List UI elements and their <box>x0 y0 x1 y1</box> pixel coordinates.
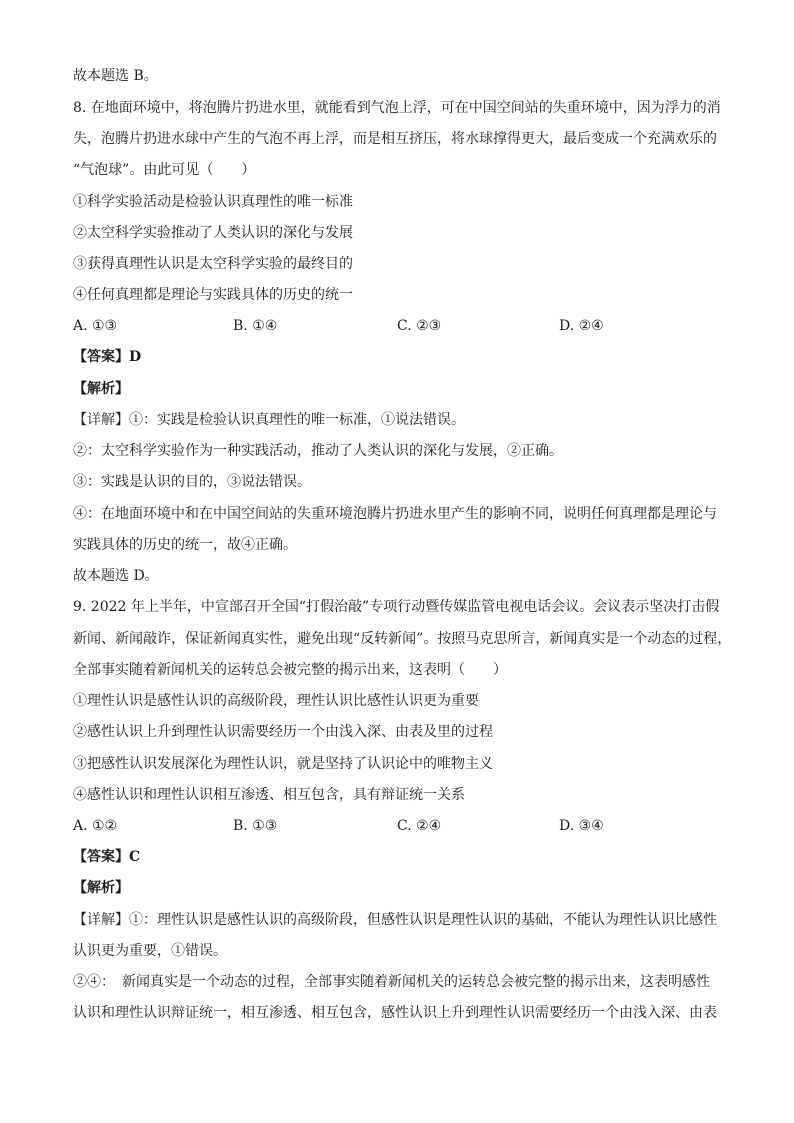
q8-option-c: C. ②③ <box>397 318 442 334</box>
q9-explanation-2: 认识更为重要，①错误。 <box>73 943 227 959</box>
q8-statement-1: ①科学实验活动是检验认识真理性的唯一标准 <box>73 194 353 210</box>
q9-stem-line-2: 新闻、新闻敲诈，保证新闻真实性，避免出现“反转新闻”。按照马克思所言，新闻真实是一个动态的过程， <box>73 631 732 647</box>
q8-explanation-1: 【详解】①：实践是检验认识真理性的唯一标准，①说法错误。 <box>73 412 465 428</box>
q8-explanation-3: ③：实践是认识的目的，③说法错误。 <box>73 474 311 490</box>
q9-statement-1: ①理性认识是感性认识的高级阶段，理性认识比感性认识更为重要 <box>73 693 479 709</box>
q8-statement-4: ④任何真理都是理论与实践具体的历史的统一 <box>73 287 353 303</box>
q9-statement-4: ④感性认识和理性认识相互渗透、相互包含，具有辩证统一关系 <box>73 787 465 803</box>
q8-stem-line-1: 8. 在地面环境中，将泡腾片扔进水里，就能看到气泡上浮，可在中国空间站的失重环境中，因为浮力的消 <box>73 100 721 116</box>
q8-stem-line-3: “气泡球”。由此可见（ ） <box>73 162 256 178</box>
q8-options <box>73 316 733 336</box>
q8-explanation-5: 实践具体的历史的统一，故④正确。 <box>73 537 297 553</box>
q9-stem-line-3: 全部事实随着新闻机关的运转总会被完整的揭示出来，这表明（ ） <box>73 662 507 678</box>
q9-explanation-3: ②④： 新闻真实是一个动态的过程，全部事实随着新闻机关的运转总会被完整的揭示出来，这表明感性 <box>73 974 710 990</box>
q9-option-c: C. ②④ <box>397 818 442 834</box>
q9-option-a: A. ①② <box>73 818 118 834</box>
q8-analysis-label: 【解析】 <box>73 381 129 397</box>
q9-option-d: D. ③④ <box>559 818 604 834</box>
q8-option-a: A. ①③ <box>73 318 118 334</box>
q7-conclusion: 故本题选 B。 <box>73 68 158 84</box>
q9-answer: 【答案】C <box>73 849 141 865</box>
q9-explanation-1: 【详解】①：理性认识是感性认识的高级阶段，但感性认识是理性认识的基础，不能认为理性认识比感性 <box>73 912 717 928</box>
q8-option-b: B. ①④ <box>233 318 278 334</box>
q8-statement-2: ②太空科学实验推动了人类认识的深化与发展 <box>73 225 353 241</box>
q9-stem-line-1: 9. 2022 年上半年，中宣部召开全国“打假治敲”专项行动暨传媒监管电视电话会议。会议表示坚决打击假 <box>73 599 720 615</box>
q8-stem-line-2: 失，泡腾片扔进水球中产生的气泡不再上浮，而是相互挤压，将水球撑得更大，最后变成一个充满欢乐的 <box>73 131 717 147</box>
q8-conclusion: 故本题选 D。 <box>73 568 159 584</box>
q8-statement-3: ③获得真理性认识是太空科学实验的最终目的 <box>73 256 353 272</box>
q9-options <box>73 816 733 836</box>
q8-explanation-2: ②：太空科学实验作为一种实践活动，推动了人类认识的深化与发展，②正确。 <box>73 443 563 459</box>
q9-explanation-4: 认识和理性认识辩证统一，相互渗透、相互包含，感性认识上升到理性认识需要经历一个由浅入深、由表 <box>73 1005 717 1021</box>
q8-option-d: D. ②④ <box>559 318 604 334</box>
q9-analysis-label: 【解析】 <box>73 880 129 896</box>
q8-explanation-4: ④：在地面环境中和在中国空间站的失重环境泡腾片扔进水里产生的影响不同，说明任何真理都是理论与 <box>73 506 717 522</box>
q8-answer: 【答案】D <box>73 349 142 365</box>
q9-statement-2: ②感性认识上升到理性认识需要经历一个由浅入深、由表及里的过程 <box>73 724 493 740</box>
q9-option-b: B. ①③ <box>233 818 278 834</box>
q9-statement-3: ③把感性认识发展深化为理性认识，就是坚持了认识论中的唯物主义 <box>73 756 493 772</box>
